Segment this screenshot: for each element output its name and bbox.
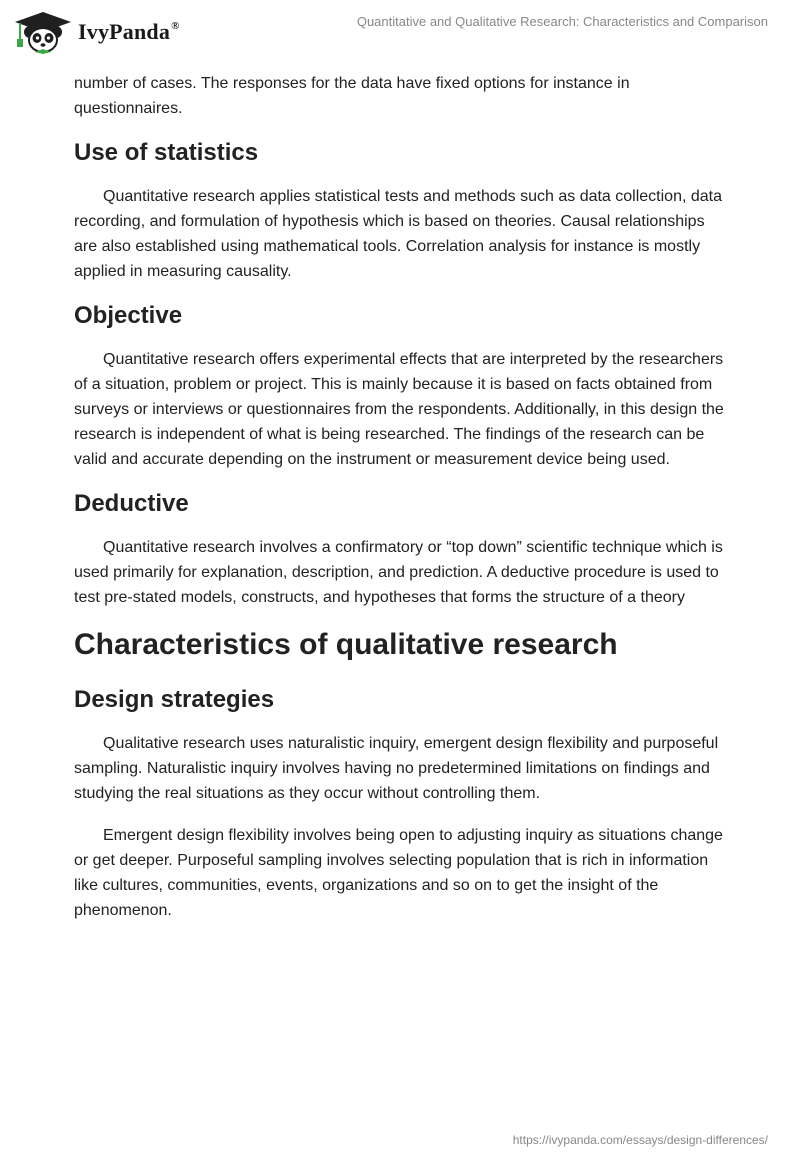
paragraph: Qualitative research uses naturalistic inquiry, emergent design flexibility and purposeful sampling. Naturalistic inquiry involves having no predetermined limitations on findings and studying the real situations as they occur without controlling them.: [74, 735, 719, 802]
section-heading-objective: Objective: [74, 302, 183, 329]
registered-mark: ®: [171, 19, 180, 32]
logo-wordmark: [78, 19, 180, 45]
page-header: [0, 0, 800, 66]
document-title: Quantitative and Qualitative Research: Characteristics and Comparison: [356, 14, 768, 29]
essay-content: [74, 71, 726, 940]
paragraph: Quantitative research involves a confirmatory or “top down” scientific technique which is used primarily for explanation, description, and prediction. A deductive procedure is used to test pre-stated models, constructs, and hypotheses that forms the structure of a theory: [74, 539, 723, 606]
paragraph: Quantitative research applies statistical tests and methods such as data collection, data recording, and formulation of hypothesis which is based on theories. Causal relationships are also established using mathematical tools. Correlation analysis for instance is mostly applied in measuring causality.: [74, 188, 723, 280]
panda-graduate-icon: [14, 10, 72, 54]
section-heading-design-strategies: Design strategies: [74, 686, 275, 713]
paragraph: Emergent design flexibility involves being open to adjusting inquiry as situations change or get deeper. Purposeful sampling involves selecting population that is rich in information like cultures, communities, events, organizations and so on to get the insight of the phenomenon.: [74, 827, 723, 919]
section-heading-deductive: Deductive: [74, 490, 189, 517]
continued-paragraph: number of cases. The responses for the data have fixed options for instance in questionnaires.: [74, 75, 630, 117]
main-heading-qualitative: Characteristics of qualitative research: [74, 628, 618, 661]
source-url-link[interactable]: https://ivypanda.com/essays/design-differences/: [512, 1133, 768, 1147]
section-heading-use-of-statistics: Use of statistics: [74, 139, 259, 166]
paragraph: Quantitative research offers experimental effects that are interpreted by the researchers of a situation, problem or project. This is mainly because it is based on facts obtained from surveys or interviews or questionnaires from the respondents. Additionally, in this design the research is independent of what is being researched. The findings of the research can be valid and accurate depending on the instrument or measurement device being used.: [74, 351, 724, 468]
ivypanda-logo[interactable]: [14, 10, 180, 54]
logo-text: IvyPanda: [78, 19, 171, 44]
